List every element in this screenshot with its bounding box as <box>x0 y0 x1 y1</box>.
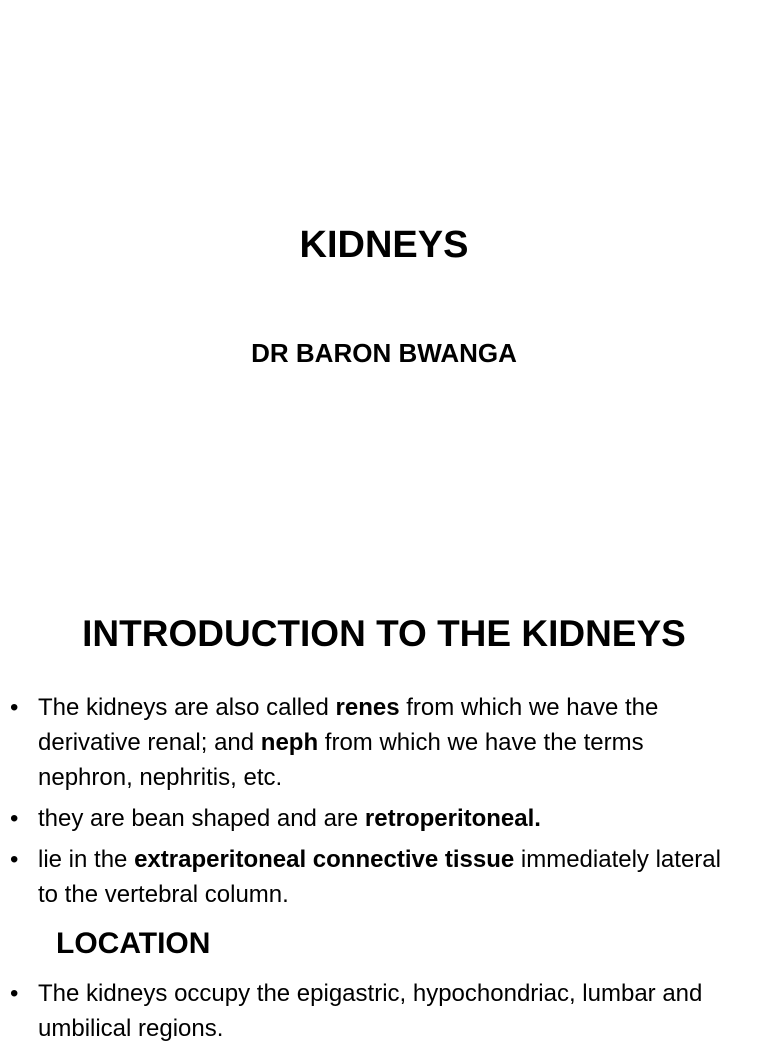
bullet-text: from which we have the terms nephron, nephritis, etc. <box>38 729 644 791</box>
list-item <box>0 690 740 795</box>
bullet-icon: • <box>10 805 19 832</box>
introduction-bullet-list <box>0 690 740 918</box>
section-title: INTRODUCTION TO THE KIDNEYS <box>82 613 686 654</box>
bullet-icon: • <box>10 846 19 873</box>
introduction-slide <box>0 576 768 1042</box>
bullet-text: they are bean shaped and are <box>38 805 365 832</box>
bullet-bold-text: neph <box>260 729 319 756</box>
page-title: KIDNEYS <box>299 224 469 266</box>
bullet-text: immediately lateral to the vertebral column. <box>38 846 721 908</box>
location-bullet-list <box>0 976 740 1052</box>
list-item <box>0 801 740 836</box>
bullet-bold-text: renes <box>335 694 400 721</box>
bullet-text: from which we have the derivative renal; and <box>38 694 659 756</box>
location-heading: LOCATION <box>56 927 211 960</box>
bullet-text: lie in the <box>38 846 135 873</box>
bullet-text: The kidneys are also called <box>38 694 336 721</box>
bullet-icon: • <box>10 694 19 721</box>
bullet-bold-text: extraperitoneal connective tissue <box>134 846 515 873</box>
list-item <box>0 842 740 912</box>
author-name: DR BARON BWANGA <box>251 338 517 368</box>
bullet-icon: • <box>10 980 19 1007</box>
list-item <box>0 976 740 1046</box>
bullet-bold-text: retroperitoneal. <box>364 805 541 832</box>
bullet-text: The kidneys occupy the epigastric, hypochondriac, lumbar and umbilical regions. <box>38 980 703 1042</box>
